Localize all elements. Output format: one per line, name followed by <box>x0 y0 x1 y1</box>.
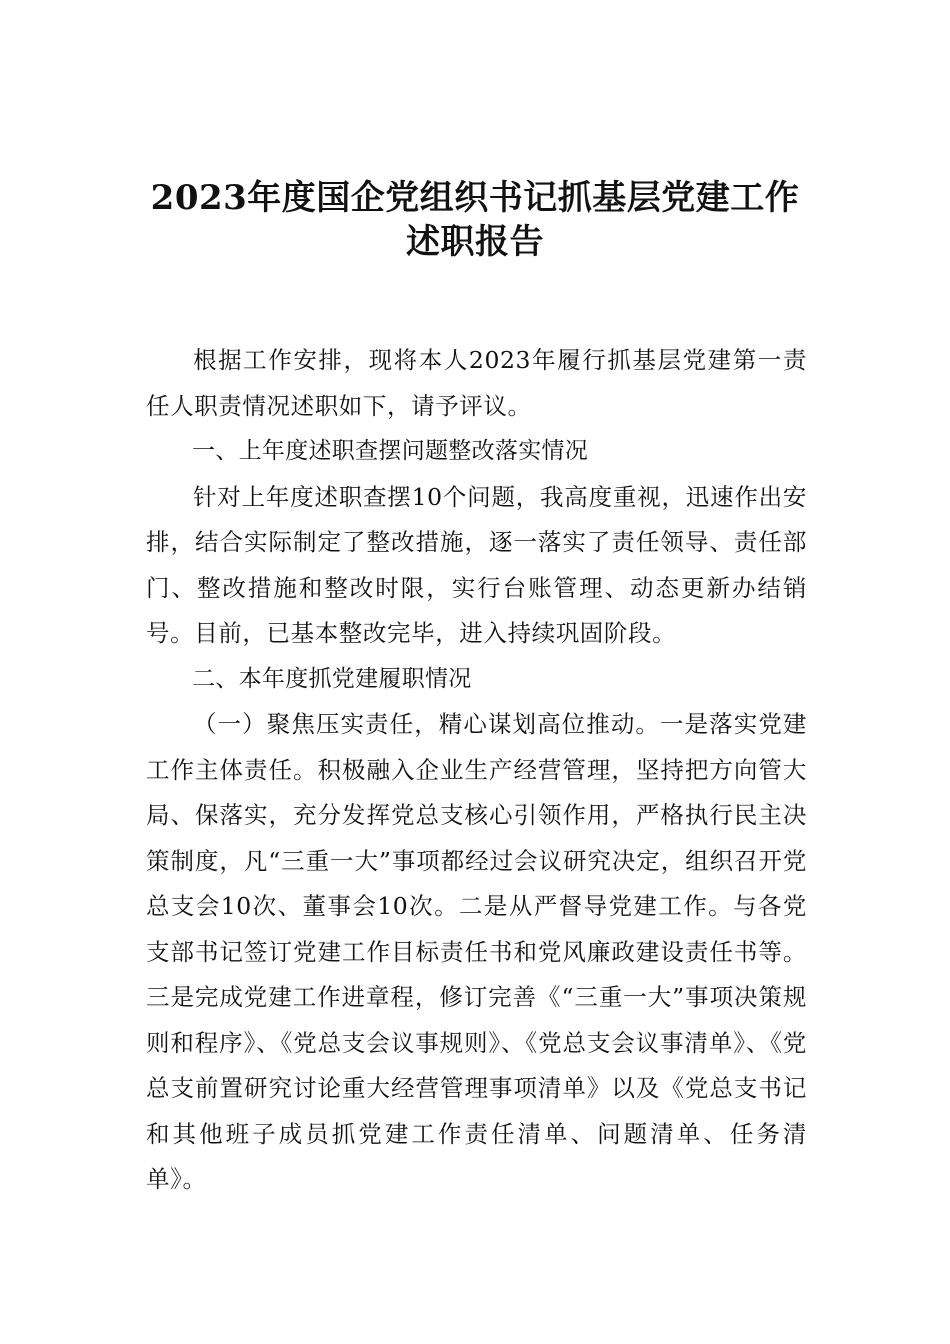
document-body <box>146 338 807 1203</box>
section-2-paragraph: （一）聚焦压实责任，精心谋划高位推动。一是落实党建工作主体责任。积极融入企业生产经营管理，坚持把方向管大局、保落实，充分发挥党总支核心引领作用，严格执行民主决策制度，凡“三重一大”事项都经过会议研究决定，组织召开党总支会10次、董事会10次。二是从严督导党建工作。与各党支部书记签订党建工作目标责任书和党风廉政建设责任书等。三是完成党建工作进章程，修订完善《“三重一大”事项决策规则和程序》、《党总支会议事规则》、《党总支会议事清单》、《党总支前置研究讨论重大经营管理事项清单》以及《党总支书记和其他班子成员抓党建工作责任清单、问题清单、任务清单》。 <box>146 710 807 1193</box>
intro-paragraph: 根据工作安排，现将本人2023年履行抓基层党建第一责任人职责情况述职如下，请予评议。 <box>146 346 807 420</box>
document-title-line-2: 述职报告 <box>406 222 544 262</box>
section-2-heading: 二、本年度抓党建履职情况 <box>192 665 472 692</box>
section-1-heading: 一、上年度述职查摆问题整改落实情况 <box>192 438 589 464</box>
document-title-line-1: 2023年度国企党组织书记抓基层党建工作 <box>150 178 800 218</box>
section-1-paragraph: 针对上年度述职查摆10个问题，我高度重视，迅速作出安排，结合实际制定了整改措施，逐一落实了责任领导、责任部门、整改措施和整改时限，实行台账管理、动态更新办结销号。目前，已基本整改完毕，进入持续巩固阶段。 <box>146 482 807 647</box>
